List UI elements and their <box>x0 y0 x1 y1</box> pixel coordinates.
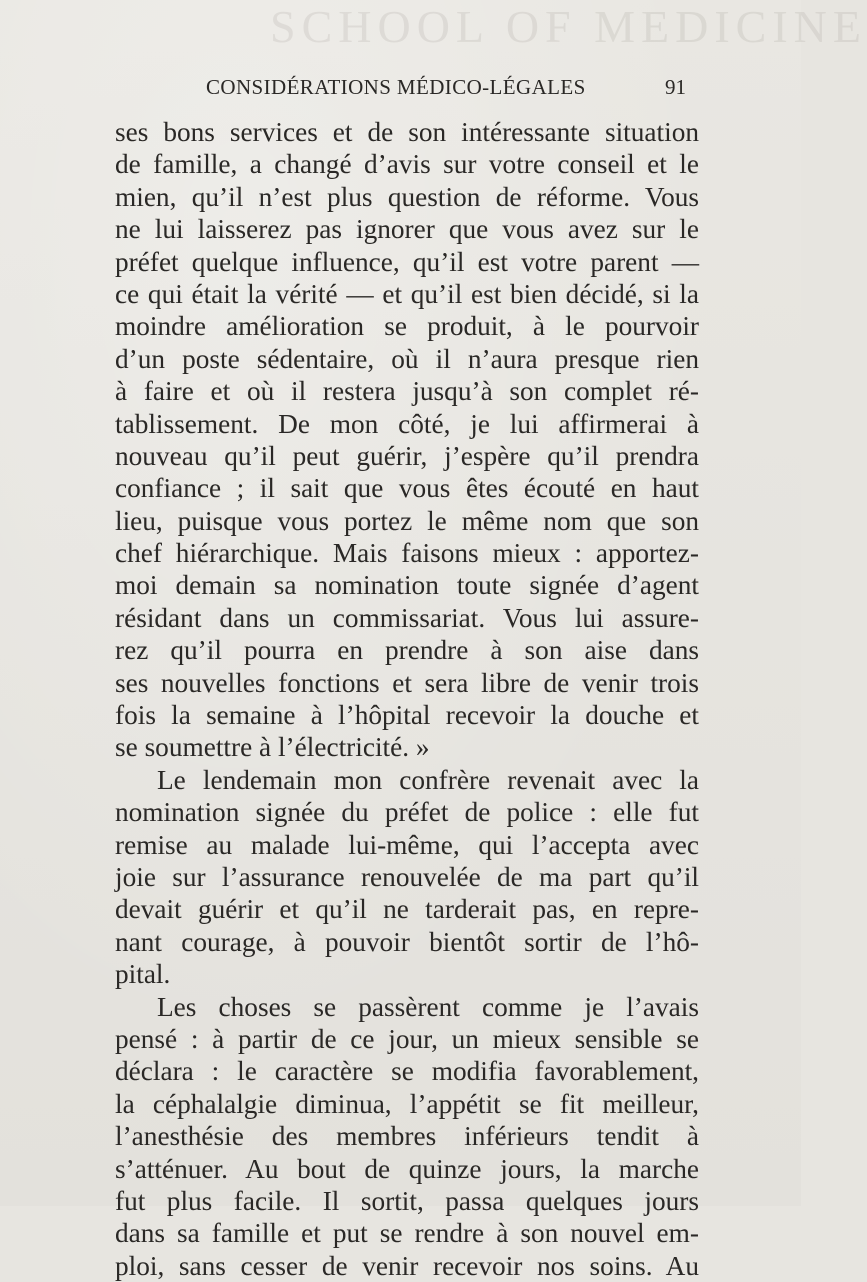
paragraph-end-line: pital. <box>115 959 171 990</box>
text-line: chef hiérarchique. Mais faisons mieux : apportez- <box>115 538 699 569</box>
body-text <box>115 116 699 1282</box>
text-line: pensé : à partir de ce jour, un mieux sensible se <box>115 1023 699 1054</box>
text-line: d’un poste sédentaire, où il n’aura presque rien <box>115 343 699 374</box>
text-line: moi demain sa nomination toute signée d’agent <box>115 570 699 601</box>
text-line: mien, qu’il n’est plus question de réforme. Vous <box>115 181 699 212</box>
text-line: confiance ; il sait que vous êtes écouté en haut <box>115 473 699 504</box>
text-line: de famille, a changé d’avis sur votre conseil et le <box>115 149 699 180</box>
page-number: 91 <box>665 75 686 99</box>
text-line: s’atténuer. Au bout de quinze jours, la marche <box>115 1153 699 1184</box>
text-line: résidant dans un commissariat. Vous lui assure- <box>115 602 699 633</box>
paragraph-start-line: Le lendemain mon confrère revenait avec la <box>157 764 699 795</box>
running-head <box>206 75 706 105</box>
text-line: moindre amélioration se produit, à le pourvoir <box>115 311 699 342</box>
running-head-title: CONSIDÉRATIONS MÉDICO-LÉGALES <box>206 75 586 99</box>
bleed-through-text: SCHOOL OF MEDICINE <box>270 1 867 52</box>
text-line: préfet quelque influence, qu’il est votre parent — <box>115 246 699 277</box>
text-line: devait guérir et qu’il ne tarderait pas, en repre- <box>115 894 699 925</box>
text-line: ploi, sans cesser de venir recevoir nos soins. Au <box>115 1250 699 1281</box>
text-line: joie sur l’assurance renouvelée de ma part qu’il <box>115 861 699 892</box>
text-line: ne lui laisserez pas ignorer que vous avez sur le <box>115 214 699 245</box>
text-line: dans sa famille et put se rendre à son nouvel em- <box>115 1218 699 1249</box>
text-line: ses bons services et de son intéressante situation <box>115 117 699 147</box>
text-line: déclara : le caractère se modifia favorablement, <box>115 1056 699 1087</box>
text-line: la céphalalgie diminua, l’appétit se fit meilleur, <box>115 1088 699 1119</box>
paragraph-end-line: se soumettre à l’électricité. » <box>115 732 430 763</box>
text-line: l’anesthésie des membres inférieurs tendit à <box>115 1121 699 1152</box>
text-line: ce qui était la vérité — et qu’il est bien décidé, si la <box>115 278 699 309</box>
paragraph-start-line: Les choses se passèrent comme je l’avais <box>157 991 699 1022</box>
text-line: fois la semaine à l’hôpital recevoir la douche et <box>115 700 699 731</box>
text-line: tablissement. De mon côté, je lui affirmerai à <box>115 408 699 439</box>
text-line: à faire et où il restera jusqu’à son complet ré- <box>115 376 699 407</box>
text-line: fut plus facile. Il sortit, passa quelques jours <box>115 1185 699 1216</box>
text-line: remise au malade lui-même, qui l’accepta avec <box>115 829 699 860</box>
text-line: nomination signée du préfet de police : elle fut <box>115 797 699 828</box>
text-line: nant courage, à pouvoir bientôt sortir de l’hô- <box>115 926 699 957</box>
text-line: nouveau qu’il peut guérir, j’espère qu’il prendra <box>115 440 699 471</box>
text-line: ses nouvelles fonctions et sera libre de venir trois <box>115 667 699 698</box>
text-line: rez qu’il pourra en prendre à son aise dans <box>115 635 699 666</box>
text-line: lieu, puisque vous portez le même nom que son <box>115 505 699 536</box>
